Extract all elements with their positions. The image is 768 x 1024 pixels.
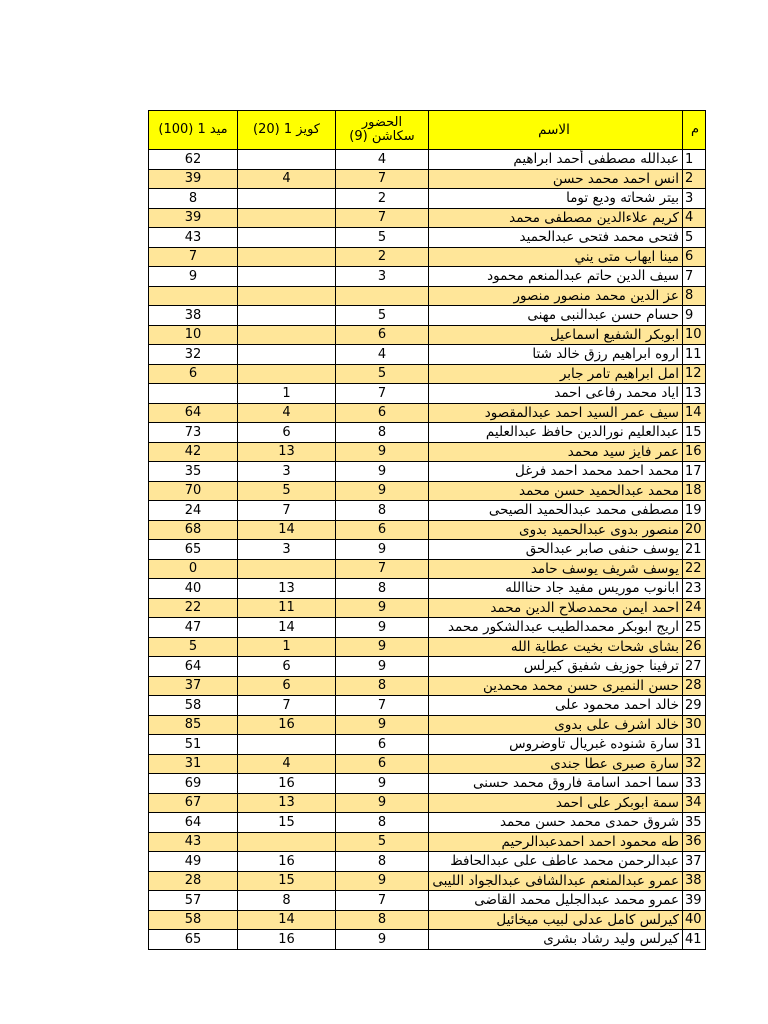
cell-attendance: 8 [336,423,429,443]
cell-quiz: 6 [238,423,336,443]
cell-mid-exam [149,384,238,404]
cell-name: مينا ايهاب متى يني [429,247,683,267]
cell-mid-exam: 6 [149,364,238,384]
cell-serial: 27 [683,657,706,677]
table-row [149,715,706,735]
cell-name: بيتر شحاته وديع توما [429,189,683,209]
cell-quiz [238,832,336,852]
table-row [149,598,706,618]
cell-serial: 7 [683,267,706,287]
table-row [149,540,706,560]
table-row [149,325,706,345]
cell-attendance: 7 [336,696,429,716]
cell-mid-exam: 7 [149,247,238,267]
cell-quiz [238,189,336,209]
header-quiz: كويز 1 (20) [238,111,336,150]
cell-attendance: 2 [336,189,429,209]
cell-mid-exam: 35 [149,462,238,482]
cell-quiz: 8 [238,891,336,911]
cell-serial: 8 [683,286,706,306]
cell-attendance: 2 [336,247,429,267]
cell-mid-exam: 43 [149,228,238,248]
cell-mid-exam: 64 [149,813,238,833]
table-row [149,813,706,833]
table-row [149,345,706,365]
cell-mid-exam: 62 [149,150,238,170]
cell-attendance: 9 [336,715,429,735]
cell-name: ابوبكر الشفيع اسماعيل [429,325,683,345]
cell-serial: 41 [683,930,706,950]
cell-serial: 21 [683,540,706,560]
table-row [149,871,706,891]
table-row [149,267,706,287]
cell-quiz: 6 [238,676,336,696]
cell-mid-exam: 10 [149,325,238,345]
cell-quiz [238,345,336,365]
cell-quiz: 1 [238,637,336,657]
cell-name: شروق حمدى محمد حسن محمد [429,813,683,833]
table-row [149,442,706,462]
header-mid-exam: ميد 1 (100) [149,111,238,150]
table-row [149,774,706,794]
cell-quiz [238,306,336,326]
table-row [149,910,706,930]
cell-name: كريم علاءالدين مصطفى محمد [429,208,683,228]
cell-attendance: 4 [336,150,429,170]
table-row [149,618,706,638]
cell-quiz: 11 [238,598,336,618]
cell-mid-exam: 51 [149,735,238,755]
table-row [149,462,706,482]
cell-quiz: 16 [238,715,336,735]
cell-quiz: 15 [238,813,336,833]
cell-serial: 5 [683,228,706,248]
cell-attendance: 8 [336,676,429,696]
cell-name: عبدالرحمن محمد عاطف على عبدالحافظ [429,852,683,872]
cell-quiz [238,247,336,267]
table-row [149,637,706,657]
cell-attendance: 9 [336,637,429,657]
cell-serial: 28 [683,676,706,696]
cell-name: بشاى شحات بخيت عطاية الله [429,637,683,657]
table-row [149,481,706,501]
cell-attendance: 5 [336,306,429,326]
cell-serial: 2 [683,169,706,189]
cell-attendance: 9 [336,462,429,482]
cell-serial: 14 [683,403,706,423]
cell-name: عز الدين محمد منصور منصور [429,286,683,306]
table-row [149,423,706,443]
cell-quiz: 4 [238,169,336,189]
cell-name: منصور بدوى عبدالحميد بدوى [429,520,683,540]
cell-attendance: 9 [336,598,429,618]
cell-serial: 29 [683,696,706,716]
cell-mid-exam [149,286,238,306]
header-attendance [336,111,429,150]
cell-name: ابانوب موريس مفيد جاد حناالله [429,579,683,599]
table-row [149,364,706,384]
cell-serial: 31 [683,735,706,755]
cell-quiz [238,208,336,228]
cell-quiz: 3 [238,462,336,482]
cell-quiz: 16 [238,852,336,872]
cell-mid-exam: 64 [149,657,238,677]
table-row [149,793,706,813]
cell-attendance: 9 [336,540,429,560]
cell-quiz [238,364,336,384]
cell-name: عمرو محمد عبدالجليل محمد القاضى [429,891,683,911]
cell-mid-exam: 24 [149,501,238,521]
cell-quiz: 13 [238,793,336,813]
table-row [149,852,706,872]
header-row [149,111,706,150]
cell-quiz: 1 [238,384,336,404]
cell-mid-exam: 49 [149,852,238,872]
cell-mid-exam: 40 [149,579,238,599]
header-serial: م [683,111,706,150]
cell-attendance: 9 [336,774,429,794]
table-row [149,247,706,267]
cell-mid-exam: 65 [149,540,238,560]
cell-quiz: 7 [238,696,336,716]
cell-quiz: 7 [238,501,336,521]
cell-name: سارة صبرى عطا جندى [429,754,683,774]
cell-serial: 38 [683,871,706,891]
cell-attendance: 7 [336,208,429,228]
cell-mid-exam: 32 [149,345,238,365]
cell-name: يوسف حنفى صابر عبدالحق [429,540,683,560]
cell-attendance: 7 [336,384,429,404]
cell-serial: 36 [683,832,706,852]
table-row [149,735,706,755]
cell-attendance: 6 [336,520,429,540]
table-row [149,930,706,950]
cell-name: مصطفى محمد عبدالحميد الصيحى [429,501,683,521]
cell-mid-exam: 67 [149,793,238,813]
table-row [149,520,706,540]
cell-name: اياد محمد رفاعى احمد [429,384,683,404]
cell-name: احمد ايمن محمدصلاح الدين محمد [429,598,683,618]
cell-attendance: 5 [336,364,429,384]
cell-serial: 18 [683,481,706,501]
cell-serial: 1 [683,150,706,170]
cell-quiz: 14 [238,618,336,638]
table-body [149,150,706,950]
cell-name: سمة ابوبكر على احمد [429,793,683,813]
cell-name: اريج ابوبكر محمدالطيب عبدالشكور محمد [429,618,683,638]
cell-name: انس احمد محمد حسن [429,169,683,189]
cell-serial: 33 [683,774,706,794]
cell-serial: 35 [683,813,706,833]
cell-serial: 11 [683,345,706,365]
cell-mid-exam: 47 [149,618,238,638]
cell-serial: 19 [683,501,706,521]
table-row [149,189,706,209]
cell-serial: 37 [683,852,706,872]
cell-name: سارة شنوده غبريال تاوضروس [429,735,683,755]
cell-attendance: 5 [336,832,429,852]
cell-serial: 6 [683,247,706,267]
cell-name: حسام حسن عبدالنبى مهنى [429,306,683,326]
table-row [149,696,706,716]
cell-name: محمد عبدالحميد حسن محمد [429,481,683,501]
cell-serial: 39 [683,891,706,911]
cell-serial: 20 [683,520,706,540]
header-attendance-line2: سكاشن (9) [349,129,415,144]
cell-attendance: 5 [336,228,429,248]
cell-attendance: 7 [336,559,429,579]
cell-attendance: 7 [336,169,429,189]
cell-name: عبدالعليم نورالدين حافظ عبدالعليم [429,423,683,443]
table-row [149,676,706,696]
cell-mid-exam: 73 [149,423,238,443]
cell-name: خالد اشرف على بدوى [429,715,683,735]
cell-attendance: 9 [336,618,429,638]
cell-mid-exam: 42 [149,442,238,462]
cell-quiz: 4 [238,403,336,423]
cell-attendance: 3 [336,267,429,287]
cell-mid-exam: 69 [149,774,238,794]
cell-serial: 23 [683,579,706,599]
cell-mid-exam: 85 [149,715,238,735]
cell-name: فتحى محمد فتحى عبدالحميد [429,228,683,248]
table-row [149,169,706,189]
cell-serial: 26 [683,637,706,657]
header-name: الاسم [429,111,683,150]
cell-mid-exam: 43 [149,832,238,852]
table-row [149,306,706,326]
table-row [149,579,706,599]
cell-name: سما احمد اسامة فاروق محمد حسنى [429,774,683,794]
cell-mid-exam: 68 [149,520,238,540]
cell-quiz: 13 [238,442,336,462]
cell-name: خالد احمد محمود على [429,696,683,716]
cell-serial: 4 [683,208,706,228]
cell-attendance: 6 [336,735,429,755]
cell-mid-exam: 31 [149,754,238,774]
cell-quiz [238,559,336,579]
cell-mid-exam: 64 [149,403,238,423]
cell-attendance: 6 [336,403,429,423]
cell-attendance: 8 [336,910,429,930]
cell-mid-exam: 28 [149,871,238,891]
cell-attendance: 4 [336,345,429,365]
cell-mid-exam: 5 [149,637,238,657]
cell-serial: 30 [683,715,706,735]
cell-attendance: 9 [336,657,429,677]
cell-name: عبدالله مصطفى أحمد ابراهيم [429,150,683,170]
cell-quiz: 14 [238,910,336,930]
cell-serial: 10 [683,325,706,345]
cell-quiz [238,735,336,755]
cell-name: محمد احمد محمد احمد فرغل [429,462,683,482]
cell-mid-exam: 70 [149,481,238,501]
cell-serial: 32 [683,754,706,774]
cell-serial: 9 [683,306,706,326]
cell-name: اروه ابراهيم رزق خالد شتا [429,345,683,365]
cell-mid-exam: 22 [149,598,238,618]
cell-attendance: 8 [336,579,429,599]
table-row [149,286,706,306]
cell-serial: 25 [683,618,706,638]
table-row [149,559,706,579]
cell-name: طه محمود احمد احمدعبدالرحيم [429,832,683,852]
cell-serial: 40 [683,910,706,930]
cell-serial: 3 [683,189,706,209]
cell-name: يوسف شريف يوسف حامد [429,559,683,579]
table-row [149,208,706,228]
cell-attendance: 9 [336,481,429,501]
cell-quiz: 5 [238,481,336,501]
cell-serial: 16 [683,442,706,462]
cell-attendance: 9 [336,871,429,891]
cell-name: كيرلس وليد رشاد بشرى [429,930,683,950]
cell-serial: 15 [683,423,706,443]
cell-attendance [336,286,429,306]
cell-quiz [238,150,336,170]
cell-attendance: 8 [336,501,429,521]
cell-quiz [238,286,336,306]
cell-mid-exam: 65 [149,930,238,950]
cell-quiz: 16 [238,774,336,794]
table-row [149,403,706,423]
cell-quiz: 6 [238,657,336,677]
cell-mid-exam: 39 [149,169,238,189]
cell-attendance: 9 [336,442,429,462]
cell-attendance: 7 [336,891,429,911]
table-row [149,150,706,170]
cell-serial: 13 [683,384,706,404]
table-row [149,832,706,852]
cell-name: عمرو عبدالمنعم عبدالشافى عبدالجواد الليبى [429,871,683,891]
cell-quiz: 14 [238,520,336,540]
cell-attendance: 8 [336,813,429,833]
cell-mid-exam: 39 [149,208,238,228]
cell-serial: 24 [683,598,706,618]
cell-quiz [238,325,336,345]
cell-name: حسن النميرى حسن محمد محمدين [429,676,683,696]
table-row [149,228,706,248]
cell-serial: 17 [683,462,706,482]
cell-quiz [238,267,336,287]
cell-mid-exam: 38 [149,306,238,326]
cell-quiz: 13 [238,579,336,599]
cell-quiz [238,228,336,248]
cell-name: سيف عمر السيد احمد عبدالمقصود [429,403,683,423]
grades-table [148,110,706,950]
cell-quiz: 4 [238,754,336,774]
cell-name: ترفينا جوزيف شفيق كيرلس [429,657,683,677]
table-row [149,384,706,404]
table-row [149,501,706,521]
cell-mid-exam: 37 [149,676,238,696]
table-row [149,891,706,911]
cell-quiz: 16 [238,930,336,950]
cell-serial: 34 [683,793,706,813]
cell-mid-exam: 9 [149,267,238,287]
cell-mid-exam: 58 [149,696,238,716]
cell-name: امل ابراهيم تامر جابر [429,364,683,384]
cell-mid-exam: 58 [149,910,238,930]
cell-attendance: 6 [336,754,429,774]
cell-attendance: 6 [336,325,429,345]
cell-quiz: 15 [238,871,336,891]
cell-attendance: 9 [336,793,429,813]
table-row [149,657,706,677]
cell-attendance: 9 [336,930,429,950]
table-row [149,754,706,774]
cell-name: كيرلس كامل عدلى لبيب ميخائيل [429,910,683,930]
cell-name: سيف الدين حاتم عبدالمنعم محمود [429,267,683,287]
cell-mid-exam: 0 [149,559,238,579]
cell-serial: 12 [683,364,706,384]
cell-name: عمر فايز سيد محمد [429,442,683,462]
header-attendance-line1: الحضور [361,115,403,130]
cell-mid-exam: 57 [149,891,238,911]
cell-quiz: 3 [238,540,336,560]
cell-mid-exam: 8 [149,189,238,209]
cell-serial: 22 [683,559,706,579]
cell-attendance: 8 [336,852,429,872]
